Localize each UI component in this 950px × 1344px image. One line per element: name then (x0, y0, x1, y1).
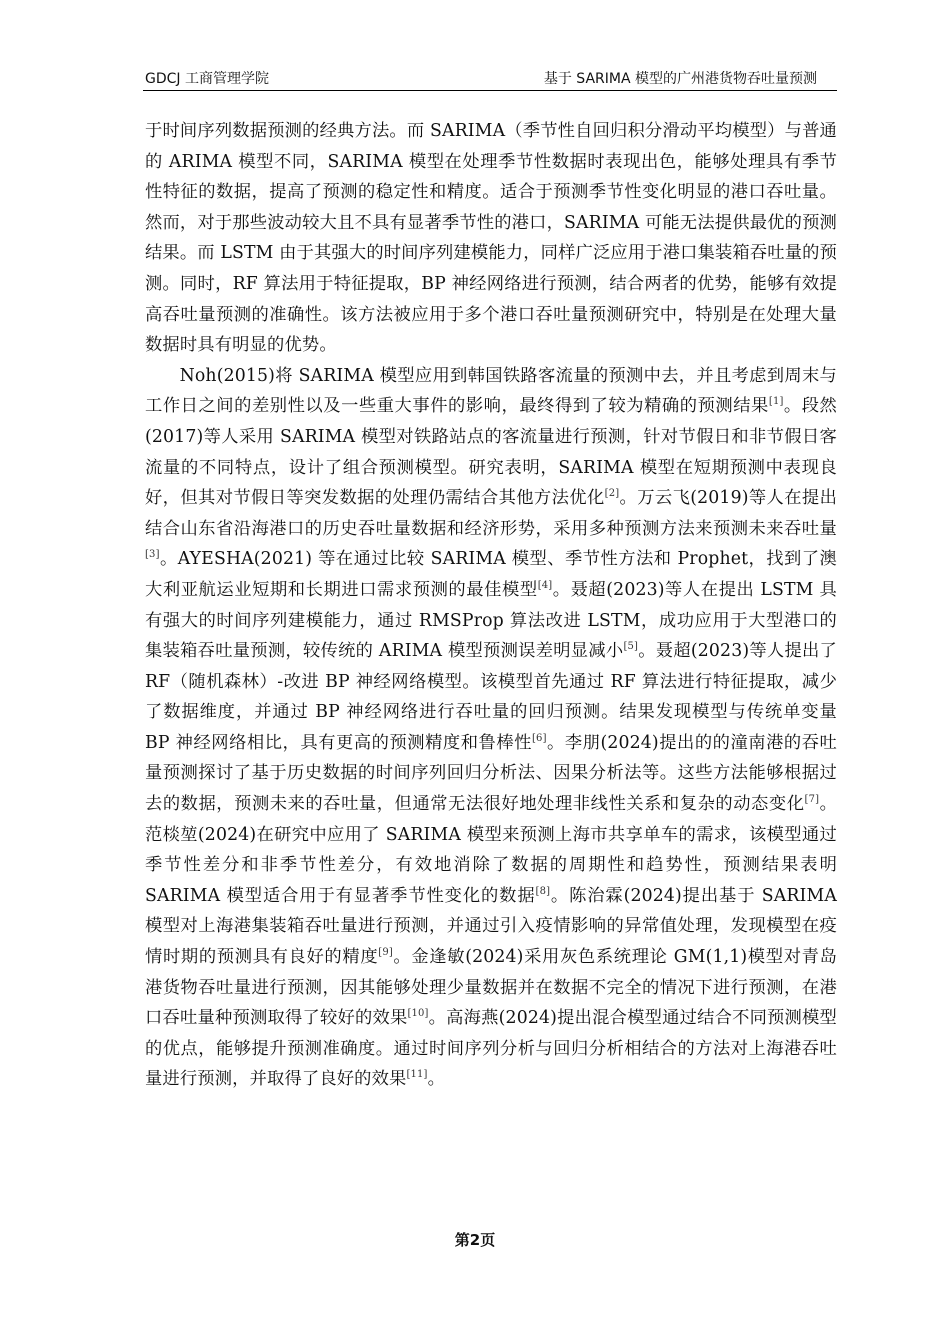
text-segment: 。陈治霖(2024)提出基于 SARIMA 模型对上海港集装箱吞吐量进行预测，并通过引入疫情影响的异常值处理，发现模型在疫情时期的预测具有良好的精度 (145, 885, 837, 968)
citation-ref: [9] (378, 947, 393, 959)
citation-ref: [3] (145, 549, 160, 561)
text-segment: 。高海燕(2024)提出混合模型通过结合不同预测模型的优点，能够提升预测准确度。通过时间序列分析与回归分析相结合的方法对上海港吞吐量进行预测，并取得了良好的效果 (145, 1008, 837, 1090)
citation-ref: [1] (768, 396, 784, 408)
paragraph-literature-review (145, 361, 837, 1095)
page-number: 第2页 (454, 1231, 496, 1249)
text-segment: 。 (427, 1069, 446, 1090)
citation-ref: [6] (532, 733, 547, 745)
text-segment: 。段然(2017)等人采用 SARIMA 模型对铁路站点的客流量进行预测，针对节假日和非节假日客流量的不同特点，设计了组合预测模型。研究表明，SARIMA 模型在短期预测中表现良好，但其对节假日等突发数据的处理仍需结合其他方法优化 (145, 396, 837, 509)
citation-ref: [5] (623, 641, 639, 653)
text-segment: 。AYESHA(2021) 等在通过比较 SARIMA 模型、季节性方法和 Prophet，找到了澳大利亚航运业短期和长期进口需求预测的最佳模型 (145, 549, 837, 600)
text-segment: 。万云飞(2019)等人在提出结合山东省沿海港口的历史吞吐量数据和经济形势，采用多种预测方法来预测未来吞吐量 (145, 488, 838, 539)
page-header (145, 66, 837, 88)
text-segment: 。范棪堃(2024)在研究中应用了 SARIMA 模型来预测上海市共享单车的需求，该模型通过季节性差分和非季节性差分，有效地消除了数据的周期性和趋势性，预测结果表明 SARIMA 模型适合用于有显著季节性变化的数据 (145, 794, 837, 906)
text-segment: 。聂超(2023)等人提出了 RF（随机森林）-改进 BP 神经网络模型。该模型首先通过 RF 算法进行特征提取，减少了数据维度，并通过 BP 神经网络进行吞吐量的回归预测。结果发现模型与传统单变量 BP 神经网络相比，具有更高的预测精度和鲁棒性 (145, 641, 837, 753)
text-segment: 。聂超(2023)等人在提出 LSTM 具有强大的时间序列建模能力，通过 RMSProp 算法改进 LSTM，成功应用于大型港口的集装箱吞吐量预测，较传统的 ARIMA 模型预测误差明显减小 (145, 579, 837, 662)
citation-ref: [8] (535, 886, 551, 898)
text-segment: 于时间序列数据预测的经典方法。而 SARIMA（季节性自回归积分滑动平均模型）与普通的 ARIMA 模型不同，SARIMA 模型在处理季节性数据时表现出色，能够处理具有季节性特征的数据，提高了预测的稳定性和精度。适合于预测季节性变化明显的港口吞吐量。然而，对于那些波动较大且不具有显著季节性的港口，SARIMA 可能无法提供最优的预测结果。而 LSTM 由于其强大的时间序列建模能力，同样广泛应用于港口集装箱吞吐量的预测。同时，RF 算法用于特征提取，BP 神经网络进行预测，结合两者的优势，能够有效提高吞吐量预测的准确性。该方法被应用于多个港口吞吐量预测研究中，特别是在处理大量数据时具有明显的优势。 (145, 121, 837, 356)
header-institution: GDCJ 工商管理学院 (145, 71, 269, 87)
citation-ref: [10] (407, 1008, 429, 1020)
text-segment: 。李朋(2024)提出的的潼南港的吞吐量预测探讨了基于历史数据的时间序列回归分析法、因果分析法等。这些方法能够根据过去的数据，预测未来的吞吐量，但通常无法很好地处理非线性关系和复杂的动态变化 (145, 732, 837, 815)
paragraph-continuation (145, 116, 837, 361)
text-segment: Noh(2015)将 SARIMA 模型应用到韩国铁路客流量的预测中去，并且考虑到周末与工作日之间的差别性以及一些重大事件的影响，最终得到了较为精确的预测结果 (145, 365, 837, 417)
citation-ref: [4] (537, 580, 553, 592)
main-body (145, 116, 837, 1095)
citation-ref: [2] (604, 488, 620, 500)
citation-ref: [7] (804, 794, 820, 806)
text-segment: 。金逢敏(2024)采用灰色系统理论 GM(1,1)模型对青岛港货物吞吐量进行预测，因其能够处理少量数据并在数据不完全的情况下进行预测，在港口吞吐量种预测取得了较好的效果 (145, 947, 838, 1029)
citation-ref: [11] (406, 1069, 428, 1081)
header-document-title: 基于 SARIMA 模型的广州港货物吞吐量预测 (543, 71, 817, 87)
header-divider (143, 90, 837, 91)
